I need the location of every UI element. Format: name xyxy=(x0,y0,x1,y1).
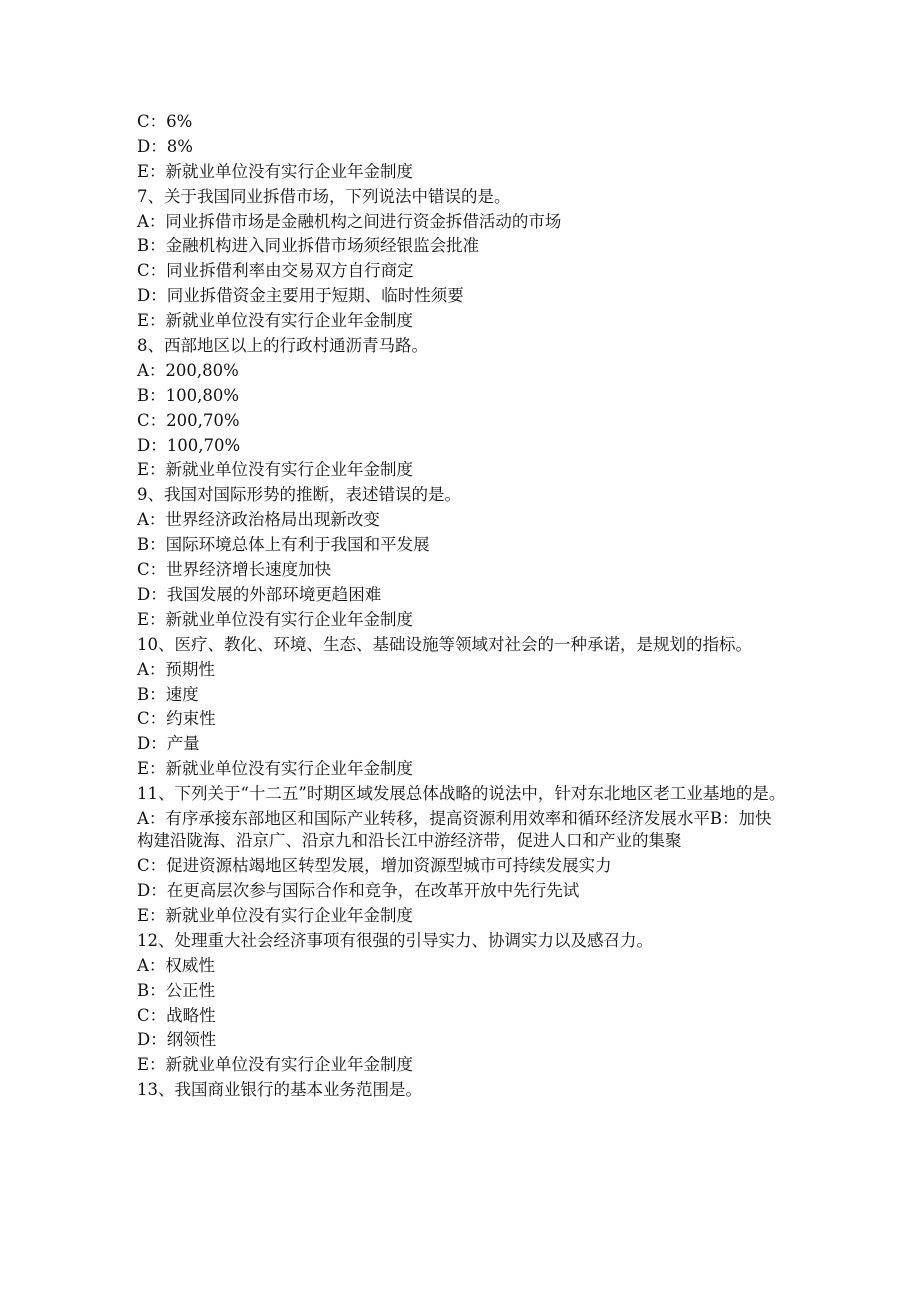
option-e: E：新就业单位没有实行企业年金制度 xyxy=(137,905,414,925)
option-b: B：100,80% xyxy=(137,385,240,405)
option-a: A：预期性 xyxy=(137,659,215,679)
option-e: E：新就业单位没有实行企业年金制度 xyxy=(137,311,414,331)
option-b: B：国际环境总体上有利于我国和平发展 xyxy=(137,535,430,555)
option-a: A：200,80% xyxy=(137,360,239,380)
option-a: A：权威性 xyxy=(137,955,215,975)
option-d: D：在更高层次参与国际合作和竞争，在改革开放中先行先试 xyxy=(137,881,580,901)
option-d: D：100,70% xyxy=(137,435,241,455)
option-d: D：产量 xyxy=(137,734,200,754)
question-13: 13、我国商业银行的基本业务范围是。 xyxy=(137,1080,422,1100)
option-a: A：世界经济政治格局出现新改变 xyxy=(137,510,380,530)
question-7: 7、关于我国同业拆借市场，下列说法中错误的是。 xyxy=(137,186,511,206)
question-12: 12、处理重大社会经济事项有很强的引导实力、协调实力以及感召力。 xyxy=(137,930,653,950)
option-c: C：同业拆借利率由交易双方自行商定 xyxy=(137,261,414,281)
option-b: B：公正性 xyxy=(137,980,216,1000)
option-d: D：我国发展的外部环境更趋困难 xyxy=(137,584,382,604)
option-e: E：新就业单位没有实行企业年金制度 xyxy=(137,460,414,480)
question-10: 10、医疗、教化、环境、生态、基础设施等领域对社会的一种承诺，是规划的指标。 xyxy=(137,634,752,654)
question-11: 11、下列关于“十二五”时期区域发展总体战略的说法中，针对东北地区老工业基地的是。 xyxy=(137,784,786,804)
option-c: C：战略性 xyxy=(137,1005,216,1025)
question-8: 8、西部地区以上的行政村通沥青马路。 xyxy=(137,336,428,356)
document-body xyxy=(137,110,787,1103)
option-e: E：新就业单位没有实行企业年金制度 xyxy=(137,759,414,779)
option-c: C：约束性 xyxy=(137,709,216,729)
option-e: E：新就业单位没有实行企业年金制度 xyxy=(137,609,414,629)
option-b: B：金融机构进入同业拆借市场须经银监会批准 xyxy=(137,236,480,256)
option-a: A：同业拆借市场是金融机构之间进行资金拆借活动的市场 xyxy=(137,211,562,231)
option-a-b: A：有序承接东部地区和国际产业转移，提高资源利用效率和循环经济发展水平B：加快构建沿陇海、沿京广、沿京九和沿长江中游经济带，促进人口和产业的集聚 xyxy=(137,809,772,851)
option-e: E：新就业单位没有实行企业年金制度 xyxy=(137,161,414,181)
option-d: D：8% xyxy=(137,136,193,156)
option-b: B：速度 xyxy=(137,684,199,704)
option-c: C：200,70% xyxy=(137,410,240,430)
option-e: E：新就业单位没有实行企业年金制度 xyxy=(137,1055,414,1075)
option-c: C：促进资源枯竭地区转型发展，增加资源型城市可持续发展实力 xyxy=(137,856,612,876)
option-c: C：世界经济增长速度加快 xyxy=(137,560,332,580)
option-d: D：纲领性 xyxy=(137,1030,217,1050)
question-9: 9、我国对国际形势的推断，表述错误的是。 xyxy=(137,485,461,505)
option-c: C：6% xyxy=(137,112,193,131)
option-d: D：同业拆借资金主要用于短期、临时性须要 xyxy=(137,286,464,306)
